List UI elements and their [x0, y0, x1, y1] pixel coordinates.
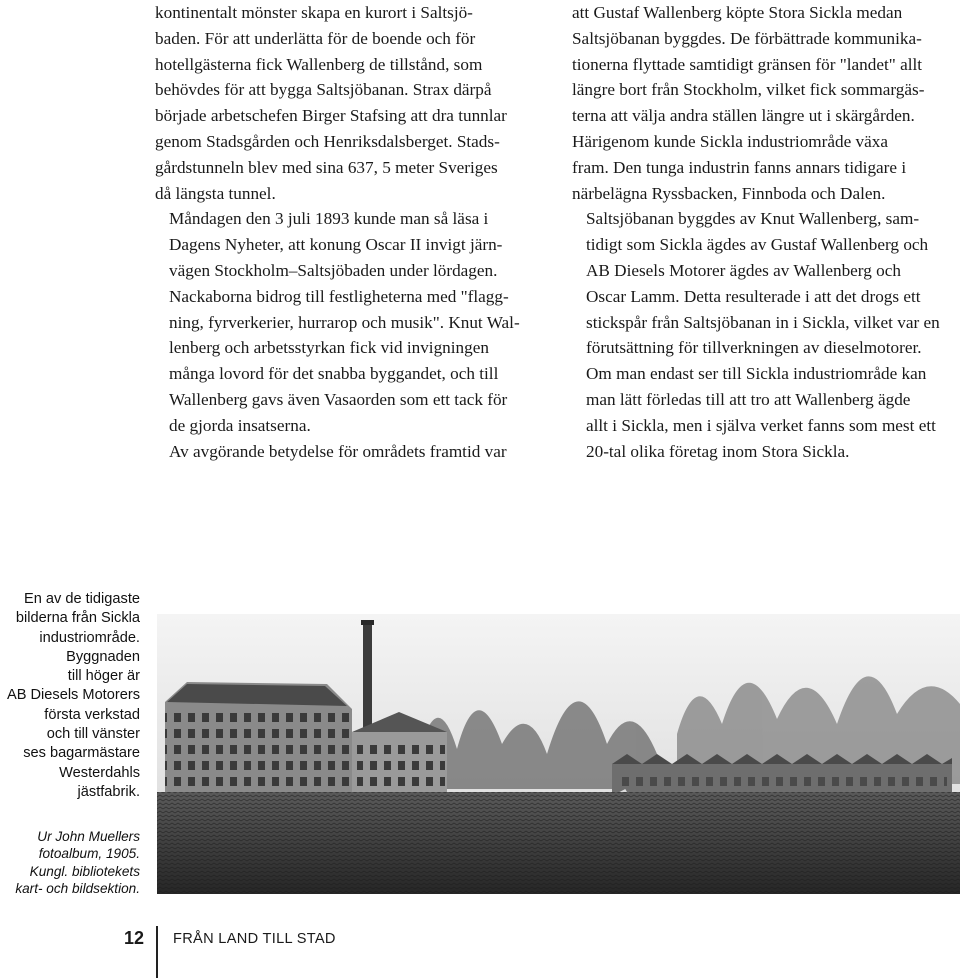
text-line: genom Stadsgården och Henriksdalsberget. Stads- [155, 131, 500, 151]
text-line: Oscar Lamm. Detta resulterade i att det drogs ett [586, 286, 921, 306]
footer-divider [156, 926, 158, 978]
caption-line: bilderna från Sickla [15, 610, 140, 627]
text-line: många lovord för det snabba byggandet, och till [169, 364, 499, 384]
text-line: Saltsjöbanan byggdes. De förbättrade kommunika- [572, 28, 922, 48]
field [157, 792, 960, 894]
text-line: AB Diesels Motorer ägdes av Wallenberg och [586, 260, 901, 280]
text-line: Wallenberg gavs även Vasaorden som ett tack för [169, 389, 508, 409]
page-number: 12 [123, 928, 144, 948]
credit-line: fotoalbum, 1905. [38, 846, 140, 862]
text-line: då längsta tunnel. [155, 183, 276, 203]
text-line: Av avgörande betydelse för områdets framtid var [169, 441, 507, 461]
text-line: stickspår från Saltsjöbanan in i Sickla, vilket var en [586, 312, 940, 332]
text-line: baden. För att underlätta för de boende och för [155, 28, 476, 48]
text-line: Måndagen den 3 juli 1893 kunde man så läsa i [169, 209, 489, 229]
paragraph [155, 0, 545, 206]
caption-line: till höger är [67, 668, 140, 685]
text-line: började arbetschefen Birger Stafsing att dra tunnlar [155, 106, 507, 126]
text-line: 20-tal olika företag inom Stora Sickla. [586, 441, 850, 461]
caption-line: och till vänster [46, 726, 140, 743]
text-line: allt i Sickla, men i själva verket fanns som mest ett [586, 415, 936, 435]
credit-line: Ur John Muellers [37, 829, 140, 844]
text-line: kontinentalt mönster skapa en kurort i Saltsjö- [155, 3, 473, 22]
text-line: närbelägna Ryssbacken, Finnboda och Dalen. [572, 183, 886, 203]
text-line: tionerna flyttade samtidigt gränsen för "landet" allt [572, 54, 923, 74]
text-line: ning, fyrverkerier, hurrarop och musik". Knut Wal- [169, 312, 520, 332]
historical-photograph [157, 614, 960, 894]
running-head: FRÅN LAND TILL STAD [173, 931, 336, 947]
workshop-sheds [612, 754, 952, 792]
paragraph [155, 206, 545, 438]
page-footer [0, 928, 960, 978]
photo-caption [0, 590, 140, 802]
text-line: vägen Stockholm–Saltsjöbaden under lördagen. [169, 260, 498, 280]
text-line: behövdes för att bygga Saltsjöbanan. Strax därpå [155, 80, 492, 100]
text-line: Härigenom kunde Sickla industriområde växa [572, 131, 888, 151]
right-text-column [572, 0, 960, 464]
text-line: de gjorda insatserna. [169, 415, 311, 435]
left-text-column [155, 0, 545, 464]
text-line: fram. Den tunga industrin fanns annars tidigare i [572, 157, 907, 177]
paragraph [155, 439, 545, 465]
text-line: Om man endast ser till Sickla industriområde kan [586, 364, 927, 384]
text-line: hotellgästerna fick Wallenberg de tillstånd, som [155, 54, 483, 74]
caption-line: En av de tidigaste [23, 591, 140, 607]
credit-line: kart- och bildsektion. [15, 881, 140, 897]
text-line: Dagens Nyheter, att konung Oscar II invigt järn- [169, 235, 503, 255]
text-line: längre bort från Stockholm, vilket fick sommargäs- [572, 80, 925, 100]
text-line: man lätt förledas till att tro att Wallenberg ägde [586, 389, 911, 409]
text-line: att Gustaf Wallenberg köpte Stora Sickla medan [572, 3, 903, 22]
text-line: tidigt som Sickla ägdes av Gustaf Wallenberg och [586, 235, 929, 255]
caption-line: jästfabrik. [77, 783, 140, 800]
text-line: förutsättning för tillverkningen av dieselmotorer. [586, 338, 922, 358]
photo-credit [0, 828, 140, 898]
caption-line: industriområde. [39, 629, 140, 646]
text-line: gårdstunneln blev med sina 637, 5 meter Sveriges [155, 157, 498, 177]
text-line: Saltsjöbanan byggdes av Knut Wallenberg, sam- [586, 209, 920, 229]
paragraph [572, 206, 960, 464]
caption-line: Westerdahls [59, 764, 140, 781]
credit-line: Kungl. bibliotekets [29, 863, 140, 879]
text-line: lenberg och arbetsstyrkan fick vid invigningen [169, 338, 489, 358]
text-line: terna att välja andra ställen längre ut i skärgården. [572, 106, 915, 126]
caption-line: första verkstad [44, 706, 140, 723]
caption-line: ses bagarmästare [23, 745, 140, 762]
paragraph [572, 0, 960, 206]
caption-line: Byggnaden [66, 648, 140, 665]
caption-line: AB Diesels Motorers [6, 687, 140, 704]
text-line: Nackaborna bidrog till festligheterna med "flagg- [169, 286, 509, 306]
